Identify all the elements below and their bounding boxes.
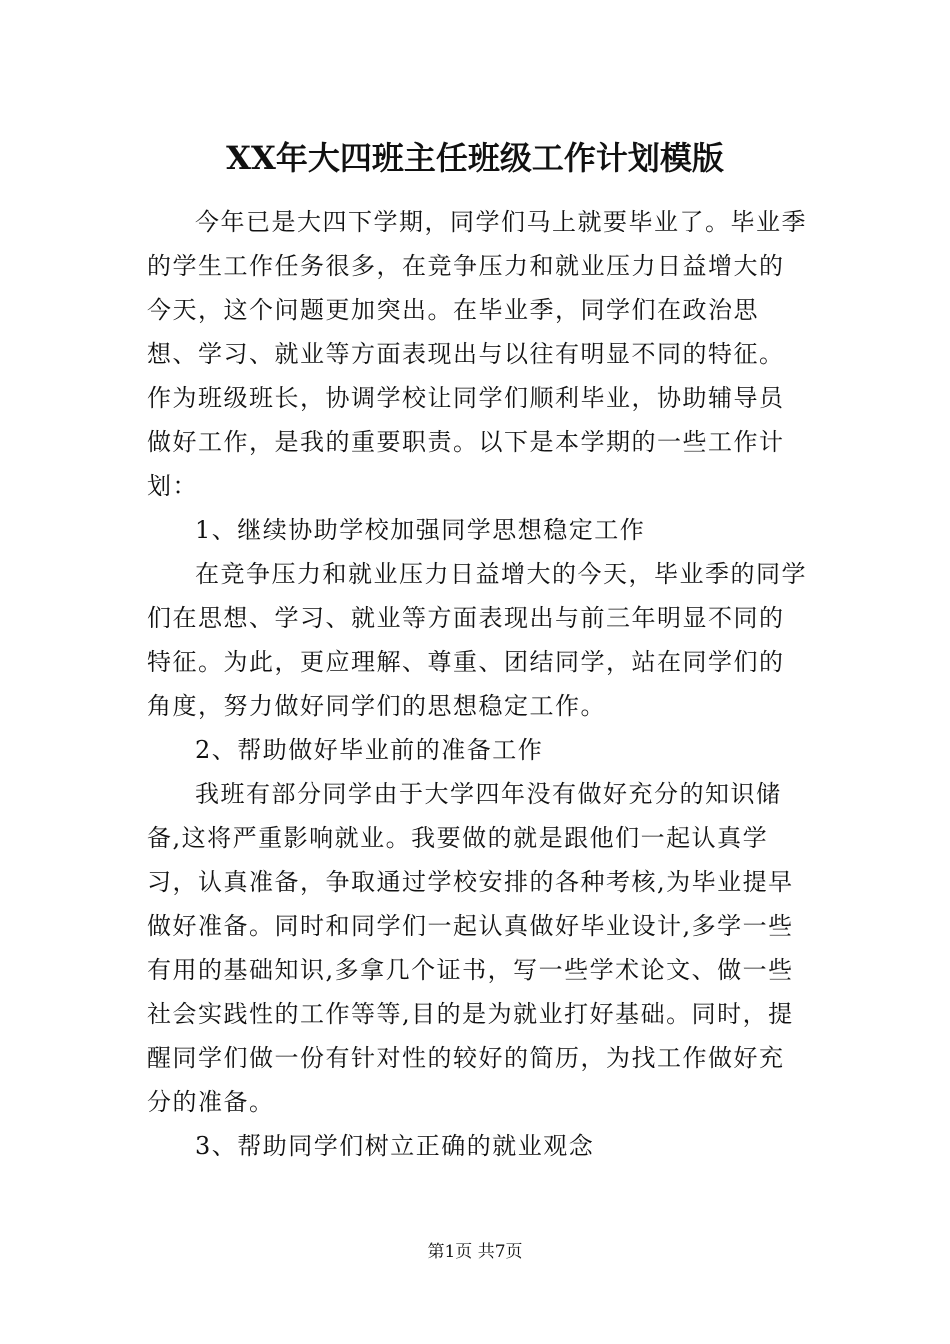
section-paragraph-2: 我班有部分同学由于大学四年没有做好充分的知识储备,这将严重影响就业。我要做的就是跟他们一起认真学习，认真准备，争取通过学校安排的各种考核,为毕业提早做好准备。同时和同学们一起认真做好毕业设计,多学一些有用的基础知识,多拿几个证书，写一些学术论文、做一些社会实践性的工作等等,目的是为就业打好基础。同时，提醒同学们做一份有针对性的较好的简历，为找工作做好充分的准备。 [147,780,794,1116]
intro-paragraph: 今年已是大四下学期，同学们马上就要毕业了。毕业季的学生工作任务很多，在竞争压力和就业压力日益增大的今天，这个问题更加突出。在毕业季，同学们在政治思想、学习、就业等方面表现出与以往有明显不同的特征。作为班级班长，协调学校让同学们顺利毕业，协助辅导员做好工作，是我的重要职责。以下是本学期的一些工作计划： [147,208,807,500]
document-body [147,200,807,1168]
section-heading-1: 1、继续协助学校加强同学思想稳定工作 [195,516,646,544]
section-heading-3: 3、帮助同学们树立正确的就业观念 [195,1132,595,1160]
section-heading-2: 2、帮助做好毕业前的准备工作 [195,736,544,764]
page-number: 第1页 共7页 [427,1242,523,1262]
section-paragraph-1: 在竞争压力和就业压力日益增大的今天，毕业季的同学们在思想、学习、就业等方面表现出与前三年明显不同的特征。为此，更应理解、尊重、团结同学，站在同学们的角度，努力做好同学们的思想稳定工作。 [147,560,807,720]
document-title: XX年大四班主任班级工作计划模版 [226,139,724,177]
